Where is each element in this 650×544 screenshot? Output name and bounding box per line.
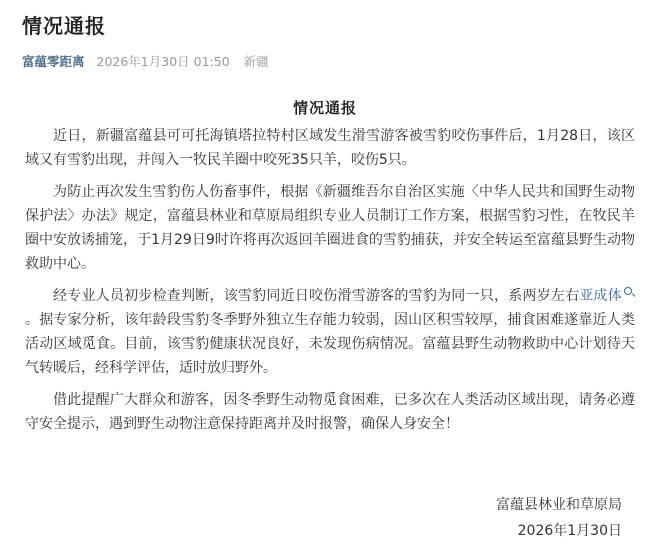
signature-date: 2026年1月30日 — [517, 523, 622, 539]
page-title: 情况通报 — [22, 14, 106, 38]
article-heading: 情况通报 — [292, 99, 357, 117]
signature-block — [496, 492, 622, 544]
region-label: 新疆 — [243, 54, 269, 69]
paragraph-3-after: 。据专家分析，该年龄段雪豹冬季野外独立生存能力较弱，因山区积雪较厚，捕食困难遂靠近人类活动区域觅食。目前，该雪豹健康状况良好，未发现伤病情况。富蕴县野生动物救助中心计划待天气转暖后，经科学评估，适时放归野外。 — [25, 312, 635, 376]
article-body — [25, 124, 635, 444]
signature-org: 富蕴县林业和草原局 — [496, 497, 622, 513]
term-link-subadult[interactable]: 亚成体 — [579, 288, 623, 304]
paragraph-1: 近日，新疆富蕴县可可托海镇塔拉特村区域发生滑雪游客被雪豹咬伤事件后，1月28日，该区域又有雪豹出现，并闯入一牧民羊圈中咬死35只羊，咬伤5只。 — [25, 128, 635, 168]
paragraph-3 — [25, 284, 635, 380]
article-meta — [22, 52, 269, 70]
paragraph-3-before: 经专业人员初步检查判断，该雪豹同近日咬伤滑雪游客的雪豹为同一只，系两岁左右 — [53, 288, 580, 304]
source-link[interactable]: 富蕴零距离 — [22, 54, 85, 69]
paragraph-2: 为防止再次发生雪豹伤人伤畜事件，根据《新疆维吾尔自治区实施〈中华人民共和国野生动物保护法〉办法》规定，富蕴县林业和草原局组织专业人员制订工作方案，根据雪豹习性，在牧民羊圈中安放诱捕笼，于1月29日9时许将再次返回羊圈进食的雪豹捕获，并安全转运至富蕴县野生动物救助中心。 — [25, 184, 635, 272]
search-icon[interactable] — [624, 287, 632, 295]
publish-time: 2026年1月30日 01:50 — [96, 54, 230, 69]
paragraph-4: 借此提醒广大群众和游客，因冬季野生动物觅食困难，已多次在人类活动区域出现，请务必遵守安全提示，遇到野生动物注意保持距离并及时报警，确保人身安全！ — [25, 392, 635, 432]
